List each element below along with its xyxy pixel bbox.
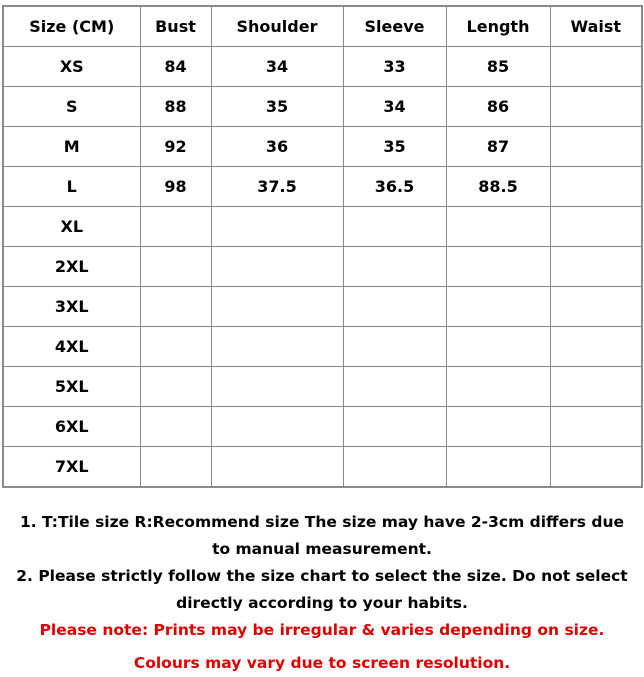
measurement-cell: 86	[446, 87, 550, 127]
table-row	[3, 127, 642, 167]
measurement-cell	[140, 407, 211, 447]
measurement-cell	[343, 247, 446, 287]
table-row	[3, 87, 642, 127]
column-header-length: Length	[446, 6, 550, 47]
measurement-cell: 33	[343, 47, 446, 87]
measurement-cell	[343, 447, 446, 488]
measurement-cell	[140, 287, 211, 327]
size-label-cell: M	[3, 127, 140, 167]
measurement-cell	[550, 127, 642, 167]
table-row	[3, 207, 642, 247]
measurement-cell: 35	[211, 87, 343, 127]
measurement-cell: 35	[343, 127, 446, 167]
measurement-cell	[550, 447, 642, 488]
table-row	[3, 167, 642, 207]
measurement-cell	[343, 367, 446, 407]
measurement-cell: 87	[446, 127, 550, 167]
measurement-cell: 37.5	[211, 167, 343, 207]
size-label-cell: 4XL	[3, 327, 140, 367]
measurement-cell	[211, 207, 343, 247]
column-header-waist: Waist	[550, 6, 642, 47]
note-1-line-2: to manual measurement.	[212, 540, 432, 558]
measurement-cell	[343, 327, 446, 367]
measurement-cell	[550, 247, 642, 287]
note-1-line-1: 1. T:Tile size R:Recommend size The size may have 2-3cm differs due	[19, 513, 625, 531]
measurement-cell	[550, 287, 642, 327]
size-label-cell: 6XL	[3, 407, 140, 447]
table-row	[3, 407, 642, 447]
note-2-line-1: 2. Please strictly follow the size chart to select the size. Do not select	[16, 567, 628, 585]
measurement-cell: 36.5	[343, 167, 446, 207]
measurement-cell	[140, 367, 211, 407]
measurement-cell	[140, 447, 211, 488]
measurement-cell: 88	[140, 87, 211, 127]
measurement-cell	[343, 287, 446, 327]
size-label-cell: 3XL	[3, 287, 140, 327]
size-label-cell: 5XL	[3, 367, 140, 407]
measurement-cell	[343, 407, 446, 447]
measurement-cell	[550, 407, 642, 447]
measurement-cell: 84	[140, 47, 211, 87]
measurement-cell	[343, 207, 446, 247]
measurement-cell	[211, 327, 343, 367]
column-header-bust: Bust	[140, 6, 211, 47]
measurement-cell	[211, 407, 343, 447]
column-header-shoulder: Shoulder	[211, 6, 343, 47]
table-row	[3, 287, 642, 327]
measurement-cell	[211, 367, 343, 407]
measurement-cell	[446, 447, 550, 488]
measurement-cell	[446, 207, 550, 247]
table-row	[3, 327, 642, 367]
measurement-cell	[211, 287, 343, 327]
prints-warning: Please note: Prints may be irregular & varies depending on size.	[39, 621, 605, 639]
measurement-cell: 98	[140, 167, 211, 207]
size-notes	[0, 509, 644, 677]
colours-warning: Colours may vary due to screen resolution.	[133, 654, 511, 672]
size-label-cell: XS	[3, 47, 140, 87]
measurement-cell	[446, 327, 550, 367]
measurement-cell: 85	[446, 47, 550, 87]
table-row	[3, 447, 642, 488]
table-body	[3, 47, 642, 488]
measurement-cell	[446, 287, 550, 327]
measurement-cell	[550, 47, 642, 87]
measurement-cell: 92	[140, 127, 211, 167]
size-label-cell: 2XL	[3, 247, 140, 287]
measurement-cell	[140, 247, 211, 287]
measurement-cell	[550, 327, 642, 367]
table-row	[3, 247, 642, 287]
measurement-cell: 34	[211, 47, 343, 87]
measurement-cell: 88.5	[446, 167, 550, 207]
table-header-row	[3, 6, 642, 47]
measurement-cell	[211, 247, 343, 287]
measurement-cell	[446, 407, 550, 447]
size-label-cell: S	[3, 87, 140, 127]
measurement-cell	[446, 247, 550, 287]
measurement-cell	[550, 207, 642, 247]
measurement-cell	[550, 167, 642, 207]
size-label-cell: XL	[3, 207, 140, 247]
table-row	[3, 47, 642, 87]
measurement-cell: 36	[211, 127, 343, 167]
measurement-cell	[211, 447, 343, 488]
measurement-cell	[550, 367, 642, 407]
table-row	[3, 367, 642, 407]
measurement-cell	[140, 207, 211, 247]
measurement-cell	[550, 87, 642, 127]
size-label-cell: 7XL	[3, 447, 140, 488]
column-header-sleeve: Sleeve	[343, 6, 446, 47]
measurement-cell	[446, 367, 550, 407]
measurement-cell: 34	[343, 87, 446, 127]
size-chart-table	[2, 5, 643, 488]
note-2-line-2: directly according to your habits.	[176, 594, 468, 612]
size-label-cell: L	[3, 167, 140, 207]
measurement-cell	[140, 327, 211, 367]
column-header-size-cm: Size (CM)	[3, 6, 140, 47]
